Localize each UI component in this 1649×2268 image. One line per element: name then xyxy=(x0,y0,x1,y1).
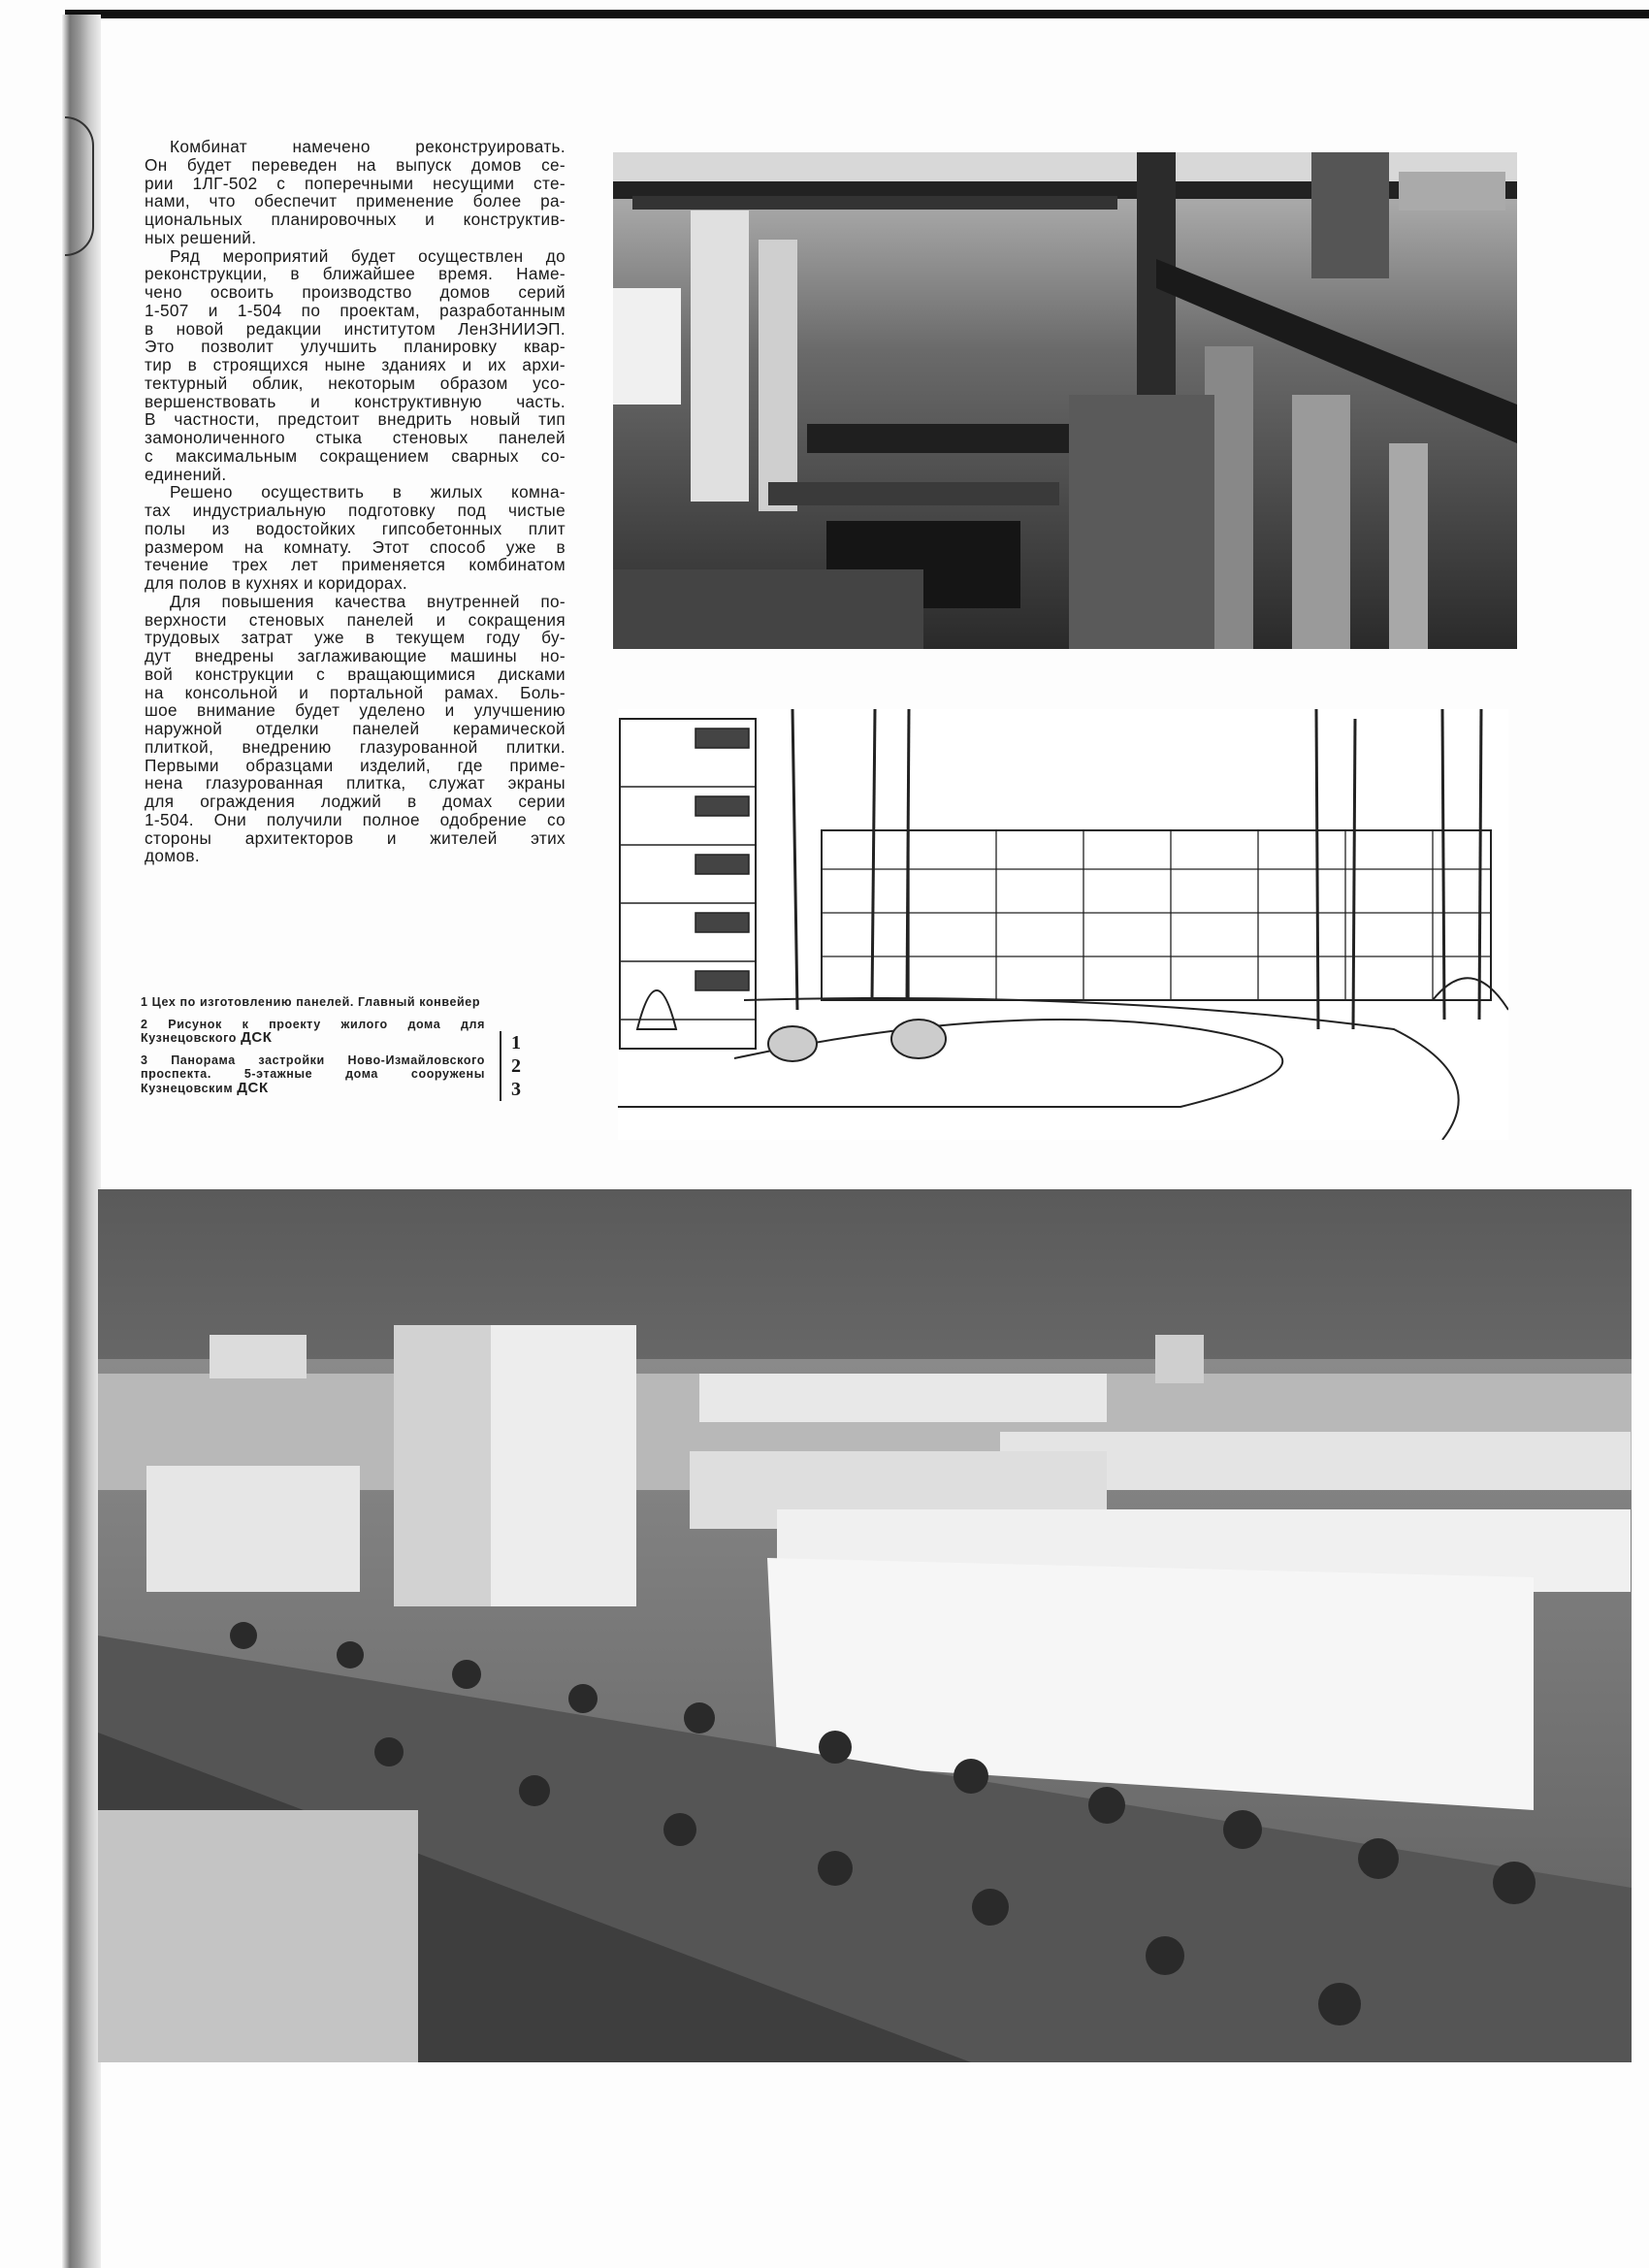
article-line: размером на комнату. Этот способ уже в xyxy=(145,536,566,557)
article-line: нена глазурованная плитка, служат экраны xyxy=(145,773,566,794)
article-line: вой конструкции с вращающимися дисками xyxy=(145,664,566,684)
article-line: Ряд мероприятий будет осуществлен до xyxy=(170,245,566,266)
article-line: Первыми образцами изделий, где приме- xyxy=(145,755,566,775)
article-line: тир в строящихся ныне зданиях и их архи- xyxy=(145,355,566,374)
article-line: стороны архитекторов и жителей этих xyxy=(145,827,566,848)
figure-index-2: 2 xyxy=(511,1055,521,1077)
article-line: дут внедрены заглаживающие машины но- xyxy=(145,646,566,665)
article-line: шое внимание будет уделено и улучшению xyxy=(145,700,566,721)
spine-binding-mark xyxy=(65,116,94,256)
caption-1 xyxy=(141,995,485,1010)
article-line: на консольной и портальной рамах. Боль- xyxy=(145,682,566,702)
article-line: В частности, предстоит внедрить новый тип xyxy=(145,409,566,430)
article-line: единений. xyxy=(145,464,227,484)
article-line: в новой редакции институтом ЛенЗНИИЭП. xyxy=(145,318,566,339)
page-top-border xyxy=(65,10,1649,18)
article-line: 1-504. Они получили полное одобрение со xyxy=(145,809,566,829)
article-line: Решено осуществить в жилых комна- xyxy=(170,482,566,502)
article-line: трудовых затрат уже в текущем году бу- xyxy=(145,628,566,648)
article-line: полы из водостойких гипсобетонных плит xyxy=(145,518,566,538)
book-spine-shadow xyxy=(62,15,101,2268)
article-line: Комбинат намечено реконструировать. xyxy=(170,137,566,156)
drawing-residential-building-project xyxy=(618,709,1508,1140)
caption-2-text: 2 Рисунок к проекту жилого дома для Кузнецовского xyxy=(141,1017,485,1045)
figure-captions xyxy=(141,995,485,1103)
article-line: циональных планировочных и конструктив- xyxy=(145,210,566,229)
article-line: домов. xyxy=(145,846,200,866)
photo-panorama-novo-izmailovsky-prospect xyxy=(98,1189,1632,2062)
caption-2-bold: ДСК xyxy=(241,1029,273,1046)
photo-panel-factory-conveyor xyxy=(613,152,1517,649)
caption-2 xyxy=(141,1018,485,1046)
article-body xyxy=(145,138,566,865)
article-line: нами, что обеспечит применение более ра- xyxy=(145,191,566,211)
article-line: для полов в кухнях и коридорах. xyxy=(145,573,408,593)
article-line: течение трех лет применяется комбинатом xyxy=(145,555,566,575)
article-line: вершенствовать и конструктивную часть. xyxy=(145,391,566,411)
article-line: плиткой, внедрению глазурованной плитки. xyxy=(145,736,566,757)
caption-1-text: 1 Цех по изготовлению панелей. Главный конвейер xyxy=(141,995,481,1009)
figure-index-3: 3 xyxy=(511,1079,521,1100)
article-line: Он будет переведен на выпуск домов се- xyxy=(145,154,566,175)
caption-3 xyxy=(141,1053,485,1096)
article-line: ных решений. xyxy=(145,227,257,247)
article-line: замоноличенного стыка стеновых панелей xyxy=(145,428,566,447)
article-line: Это позволит улучшить планировку квар- xyxy=(145,337,566,357)
article-line: наружной отделки панелей керамической xyxy=(145,719,566,738)
caption-3-text: 3 Панорама застройки Ново-Измайловского проспекта. 5-этажные дома сооружены Кузнецовским xyxy=(141,1053,485,1095)
figure-index-1: 1 xyxy=(511,1032,521,1053)
article-line: тах индустриальную подготовку под чистые xyxy=(145,501,566,520)
article-line: для ограждения лоджий в домах серии xyxy=(145,792,566,811)
article-line: тектурный облик, некоторым образом усо- xyxy=(145,373,566,393)
article-line: Для повышения качества внутренней по- xyxy=(170,591,566,611)
article-line: с максимальным сокращением сварных со- xyxy=(145,445,566,466)
article-line: 1-507 и 1-504 по проектам, разработанным xyxy=(145,300,566,320)
article-line: чено освоить производство домов серий xyxy=(145,282,566,302)
article-line: верхности стеновых панелей и сокращения xyxy=(145,609,566,630)
article-line: реконструкции, в ближайшее время. Наме- xyxy=(145,264,566,284)
article-line: рии 1ЛГ-502 с поперечными несущими сте- xyxy=(145,173,566,193)
caption-3-bold: ДСК xyxy=(237,1079,269,1096)
figure-index xyxy=(500,1031,540,1101)
